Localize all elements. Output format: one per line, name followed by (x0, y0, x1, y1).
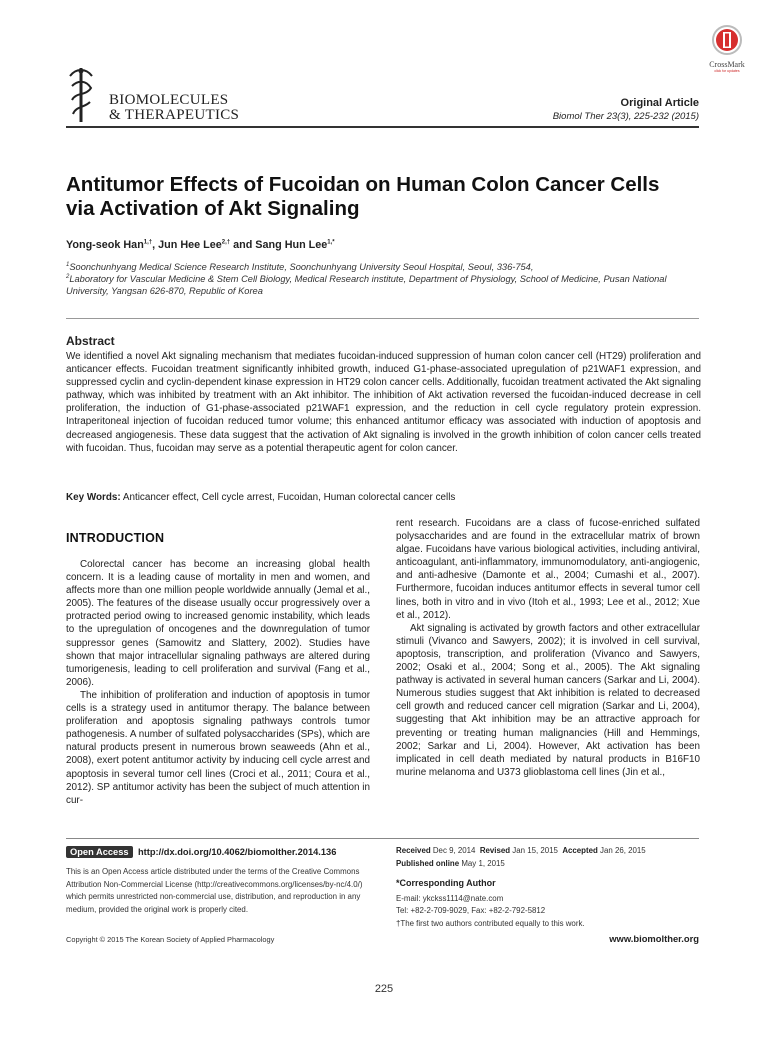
copyright: Copyright © 2015 The Korean Society of Applied Pharmacology (66, 935, 275, 944)
body-column-right (396, 517, 700, 779)
journal-name-line1: BIOMOLECULES (109, 92, 229, 108)
affiliation-text: Laboratory for Vascular Medicine & Stem Cell Biology, Medical Research institute, Department of Physiology, School of Medicine, Pusan National University, Yangsan 626-870, Republic of Korea (66, 274, 667, 297)
phone-fax: Tel: +82-2-709-9029, Fax: +82-2-792-5812 (396, 906, 546, 916)
body-column-left (66, 558, 370, 807)
revised-label: Revised (479, 846, 511, 855)
page-number: 225 (374, 983, 394, 995)
corresponding-author-details (396, 893, 706, 930)
paragraph: Colorectal cancer has become an increasing global health concern. It is a leading cause of mortality in men and women, and affects more than one million people worldwide annually (Jemal et al., 2005). The features of the disease usually occur progressively over a protracted period owing to increased genomic instability, which leads to the upregulation of oncogenes and the downregulation of tumor suppressor genes (Samowitz and Slattery, 2002). Studies have shown that major intracellular signaling pathways are altered during tumorigenesis, leading to cell proliferation and survival (Fang et al., 2006). (66, 559, 370, 688)
affiliation-sup: 1 (66, 261, 70, 268)
author-name: Jun Hee Lee (158, 239, 222, 251)
paragraph: The inhibition of proliferation and induction of apoptosis in tumor cells is a strategy used in antitumor therapy. The balance between proliferation and apoptosis signaling pathways controls tumor pathogenesis. A number of sulfated polysaccharides (SPs), which are natural products present in numerous brown seaweeds (Ahn et al., 2008), exert potent antitumor activity by inducing cell cycle arrest and apoptosis in several tumor cell lines (Croci et al., 2011; Coura et al., 2012). SP antitumor activity has been the subject of much attention in cur- (66, 689, 370, 806)
author-name: Yong-seok Han (66, 239, 144, 251)
keywords-text: Anticancer effect, Cell cycle arrest, Fucoidan, Human colorectal cancer cells (120, 492, 456, 503)
article-dates (396, 845, 706, 870)
doi-link[interactable]: http://dx.doi.org/10.4062/biomolther.2014.136 (138, 847, 337, 857)
open-access-badge: Open Access (66, 846, 133, 858)
accepted-label: Accepted (562, 846, 598, 855)
footer-rule (66, 838, 699, 839)
crossmark-sub: click for updates (714, 69, 740, 73)
paragraph: Akt signaling is activated by growth factors and other extracellular stimuli (Vivanco and Sawyers, 2002); it is involved in cell survival, apoptosis, transcription, and proliferation (Vivanco and Sawyers, 2002; Osaki et al., 2004; Song et al., 2005). The Akt signaling pathway is activated in several human cancers (Sarkar and Li, 2004). Numerous studies suggest that Akt inhibition is related to decreased cell growth and reduced cancer cell migration (Sarkar and Li, 2004), suggesting that Akt inhibition may be an attractive approach for preventing or treating human malignancies (Hill and Hemmings, 2002; Sarkar and Li, 2004). However, Akt activation has been implicated in cell death mediated by natural products in B16F10 murine melanoma and U373 glioblastoma cell lines (Jin et al., (396, 622, 700, 778)
crossmark-icon (711, 24, 743, 56)
received-label: Received (396, 846, 431, 855)
affiliation-item (66, 273, 701, 297)
affiliations (66, 261, 701, 298)
author-separator: , (152, 239, 159, 251)
author-sup: 1,† (143, 239, 153, 246)
received-date: Dec 9, 2014 (432, 846, 476, 855)
open-access-statement: This is an Open Access article distributed under the terms of the Creative Commons Attribution Non-Commercial License (http://creativecommons.org/licenses/by-nc/4.0/) which permits unrestricted non-commercial use, distribution, and reproduction in any medium, provided the original work is properly cited. (66, 867, 363, 914)
journal-logo-icon (66, 66, 96, 124)
accepted-date: Jan 26, 2015 (600, 846, 646, 855)
author-name: Sang Hun Lee (255, 239, 328, 251)
affiliation-sup: 2 (66, 274, 70, 281)
section-heading-introduction: INTRODUCTION (66, 531, 165, 545)
published-label: Published online (396, 858, 460, 868)
crossmark-badge[interactable] (708, 24, 746, 73)
email[interactable]: E-mail: ykckss1114@nate.com (396, 894, 504, 903)
article-title: Antitumor Effects of Fucoidan on Human Colon Cancer Cells via Activation of Akt Signaling (66, 173, 660, 220)
author-list (66, 239, 335, 251)
abstract-rule (66, 318, 699, 319)
journal-name-line2: & THERAPEUTICS (109, 107, 240, 123)
journal-website-link[interactable]: www.biomolther.org (609, 933, 699, 944)
header-rule (66, 126, 699, 128)
keywords (66, 492, 455, 503)
crossmark-label: CrossMark (709, 60, 745, 69)
revised-date: Jan 15, 2015 (512, 846, 558, 855)
citation: Biomol Ther 23(3), 225-232 (2015) (552, 111, 699, 122)
affiliation-item (66, 261, 701, 273)
published-date: May 1, 2015 (461, 858, 505, 868)
equal-contribution-note: †The first two authors contributed equally to this work. (396, 918, 585, 928)
author-separator: and (230, 239, 256, 251)
corresponding-author-heading: *Corresponding Author (396, 878, 496, 888)
article-type: Original Article (620, 97, 699, 109)
author-sup: 1,* (327, 239, 335, 246)
affiliation-text: Soonchunhyang Medical Science Research Institute, Soonchunhyang University Seoul Hospital, Seoul, 336-754, (69, 262, 534, 272)
paragraph: rent research. Fucoidans are a class of fucose-enriched sulfated polysaccharides and are found in the extracellular matrix of brown algae. Fucoidans have various biological activities, including antiviral, anticoagulant, anti-inflammatory, immunomodulatory, anti-angiogenic, and anti-adhesive (Damonte et al., 2004; Cumashi et al., 2007). Furthermore, fucoidan induces antitumor effects in several tumor cell lines, both in vitro and in vivo (Itoh et al., 1993; Lee et al., 2012; Xue et al., 2012). (396, 518, 700, 621)
abstract-text: We identified a novel Akt signaling mechanism that mediates fucoidan-induced suppression of human colon cancer cell (HT29) proliferation and anticancer effects. Fucoidan treatment significantly inhibited growth, induced G1-phase-associated upregulation of p21WAF1 expression, and suppressed cyclin and cyclin-dependent kinase expression in HT29 colon cancer cells. Additionally, fucoidan treatment activated the Akt signaling pathway, which was inhibited by treatment with an Akt inhibitor. The inhibition of Akt activation reversed the fucoidan-induced decrease in cell proliferation, the induction of G1-phase-associated p21WAF1 expression, and the reduction in cell cycle regulatory protein expression. Intraperitoneal injection of fucoidan reduced tumor volume; this enhanced antitumor efficacy was associated with induction of apoptosis and decreased angiogenesis. These data suggest that the activation of Akt signaling is involved in the growth inhibition of colon cancer cells treated with fucoidan. Thus, fucoidan may serve as a potential therapeutic agent for colon cancer. (66, 351, 701, 454)
author-sup: 2,† (221, 239, 231, 246)
journal-name (109, 93, 239, 123)
abstract-heading: Abstract (66, 334, 115, 348)
keywords-label: Key Words: (66, 492, 121, 503)
